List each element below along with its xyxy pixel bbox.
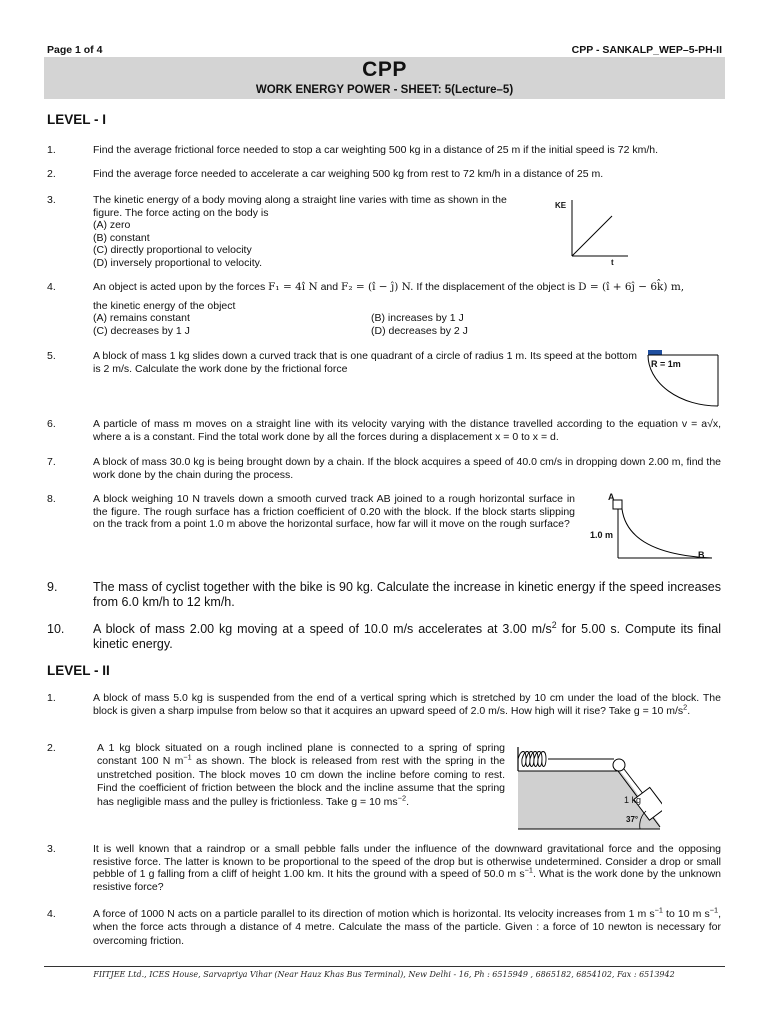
curved-track-ab-figure [588,492,718,564]
incline-spring-pulley-figure [516,741,662,831]
question-text [93,619,721,651]
question-number: 3. [47,194,56,206]
question-number: 1. [47,692,56,704]
question-text: A block weighing 10 N travels down a smooth curved track AB joined to a rough horizontal surface in the figure. The rough surface has a friction coefficient of 0.20 with the block. If the block starts slipping on the track from a point 1.0 m above the horizontal surface, how far will it move on the rough surface? [93,493,575,531]
question-text: An object is acted upon by the forces [93,281,266,293]
superscript: 2 [683,702,688,712]
block [648,350,662,355]
text-part: A block of mass 2.00 kg moving at a speed of 10.0 m/s accelerates at 3.00 m/s [93,622,552,636]
point-a-label: A [608,492,615,502]
question-number: 5. [47,350,56,362]
level-1-heading: LEVEL - I [47,112,107,127]
option-d: (D) decreases by 2 J [371,325,468,338]
question-number: 9. [47,580,58,594]
question-text: A particle of mass m moves on a straight line with its velocity varying with the distance travelled according to the equation v = a√x, where a is a constant. Find the total work done by all the forces during a displacement x = 0 to x = d. [93,418,721,443]
document-code: CPP - SANKALP_WEP–5-PH-II [571,44,722,56]
conjunction: and [320,281,339,293]
superscript: −1 [524,865,533,875]
question-number: 6. [47,418,56,430]
quadrant-track-figure [644,348,720,410]
text-part: A 1 kg block situated on a rough inclined plane is connected to a spring of spring constant 100 N m [97,742,505,768]
radius-label: R = 1m [651,359,681,369]
question-text [93,905,721,948]
displacement-vector: D = (î + 6ĵ − 6k̂) m, [578,281,685,293]
mass-label: 1 kg [624,795,642,805]
option-b: (B) constant [93,231,150,244]
ke-line [572,216,612,256]
question-number: 7. [47,456,56,468]
superscript: −1 [709,905,719,915]
question-text: the kinetic energy of the object [93,299,236,312]
text-part: to 10 m s [662,908,710,920]
text-part: . [406,795,409,808]
question-text: Find the average frictional force needed to stop a car weighting 500 kg in a distance of 25 m if the initial speed is 72 km/h. [93,144,658,156]
question-number: 2. [47,742,56,754]
question-number: 10. [47,622,65,636]
option-c: (C) decreases by 1 J [93,325,190,338]
page-number: Page 1 of 4 [47,44,103,56]
question-number: 1. [47,144,56,156]
footer-divider [44,966,725,967]
text-part: as shown. The block is released from rest with the spring in the unstretched position. The block moves 10 cm down the incline before coming to rest. Find the coefficient of friction between the block and the incline assume that the spring has negligible mass and the pulley is frictionless. Take g = 10 ms [97,755,506,808]
point-b-label: B [698,550,705,560]
question-text [97,742,505,809]
question-number: 2. [47,168,56,180]
superscript: −2 [397,793,407,803]
option-c: (C) directly proportional to velocity [93,244,252,257]
text-part: for 5.00 s. Compute its final kinetic energy. [93,622,721,651]
footer-address: FIITJEE Ltd., ICES House, Sarvapriya Vihar (Near Hauz Khas Bus Terminal), New Delhi - 16, Ph : 6515949 , 6865182, 6854102, Fax : 6513942 [93,970,675,979]
option-a: (A) remains constant [93,312,190,325]
text-part: A block of mass 5.0 kg is suspended from the end of a vertical spring which is stretched by 10 cm under the load of the block. The block is given a sharp impulse from below so that it acquires an upward speed of 2.0 m/s. How high will it rise? Take g = 10 m/s [93,692,721,717]
question-text: Find the average force needed to accelerate a car weighing 500 kg from rest to 72 km/h in a distance of 25 m. [93,168,604,180]
superscript: −1 [654,905,663,915]
option-a: (A) zero [93,219,131,232]
text-part: A force of 1000 N acts on a particle parallel to its direction of motion which is horizontal. Its velocity increases from 1 m s [93,908,655,920]
spring [518,752,546,767]
time-axis-label: t [611,258,614,267]
option-b: (B) increases by 1 J [371,312,464,325]
question-number: 8. [47,493,56,505]
force-f2: F₂ = (î − ĵ) N. [341,281,414,293]
superscript: −1 [183,752,192,762]
page-title: CPP [362,58,407,81]
question-text [93,843,721,893]
question-number: 3. [47,843,56,855]
question-number: 4. [47,281,56,293]
question-number: 4. [47,908,56,920]
question-text: The kinetic energy of a body moving along a straight line varies with time as shown in the figure. The force acting on the body is [93,194,507,219]
superscript: 2 [551,619,557,630]
text-part: It is well known that a raindrop or a small pebble falls under the influence of the downward gravitational force and the opposing resistive force. The latter is known to be proportional to the speed of the drop but is otherwise undetermined. Consider a drop or small pebble of 1 g falling from a cliff of height 1.00 km. It hits the ground with a speed of 50.0 m s [93,843,721,881]
ke-time-graph [552,196,632,270]
height-label: 1.0 m [590,530,614,540]
text-part: , when the force acts through a distance of 4 metre. Calculate the mass of the particle. Given : a force of 10 newton is necessary for overcoming friction. [93,908,721,947]
level-2-heading: LEVEL - II [47,663,110,678]
option-d: (D) inversely proportional to velocity. [93,256,263,269]
question-text: The mass of cyclist together with the bike is 90 kg. Calculate the increase in kinetic energy if the speed increases from 6.0 km/h to 12 km/h. [93,580,721,609]
question-text: A block of mass 30.0 kg is being brought down by a chain. If the block acquires a speed of 40.0 cm/s in dropping down 2.00 m, find the work done by the chain during the process. [93,456,721,481]
text-part: . What is the work done by the unknown resistive force? [93,868,721,893]
question-text: If the displacement of the object is [416,281,576,293]
title-banner [44,57,725,99]
question-text [93,692,721,717]
page-subtitle: WORK ENERGY POWER - SHEET: 5(Lecture–5) [255,84,514,96]
pulley [613,759,625,771]
angle-label: 37° [626,815,639,824]
ke-axis-label: KE [555,201,567,210]
question-text: A block of mass 1 kg slides down a curved track that is one quadrant of a circle of radius 1 m. Its speed at the bottom is 2 m/s. Calculate the work done by the frictional force [93,350,637,375]
text-part: . [687,704,691,717]
force-f1: F₁ = 4î N [268,281,318,293]
